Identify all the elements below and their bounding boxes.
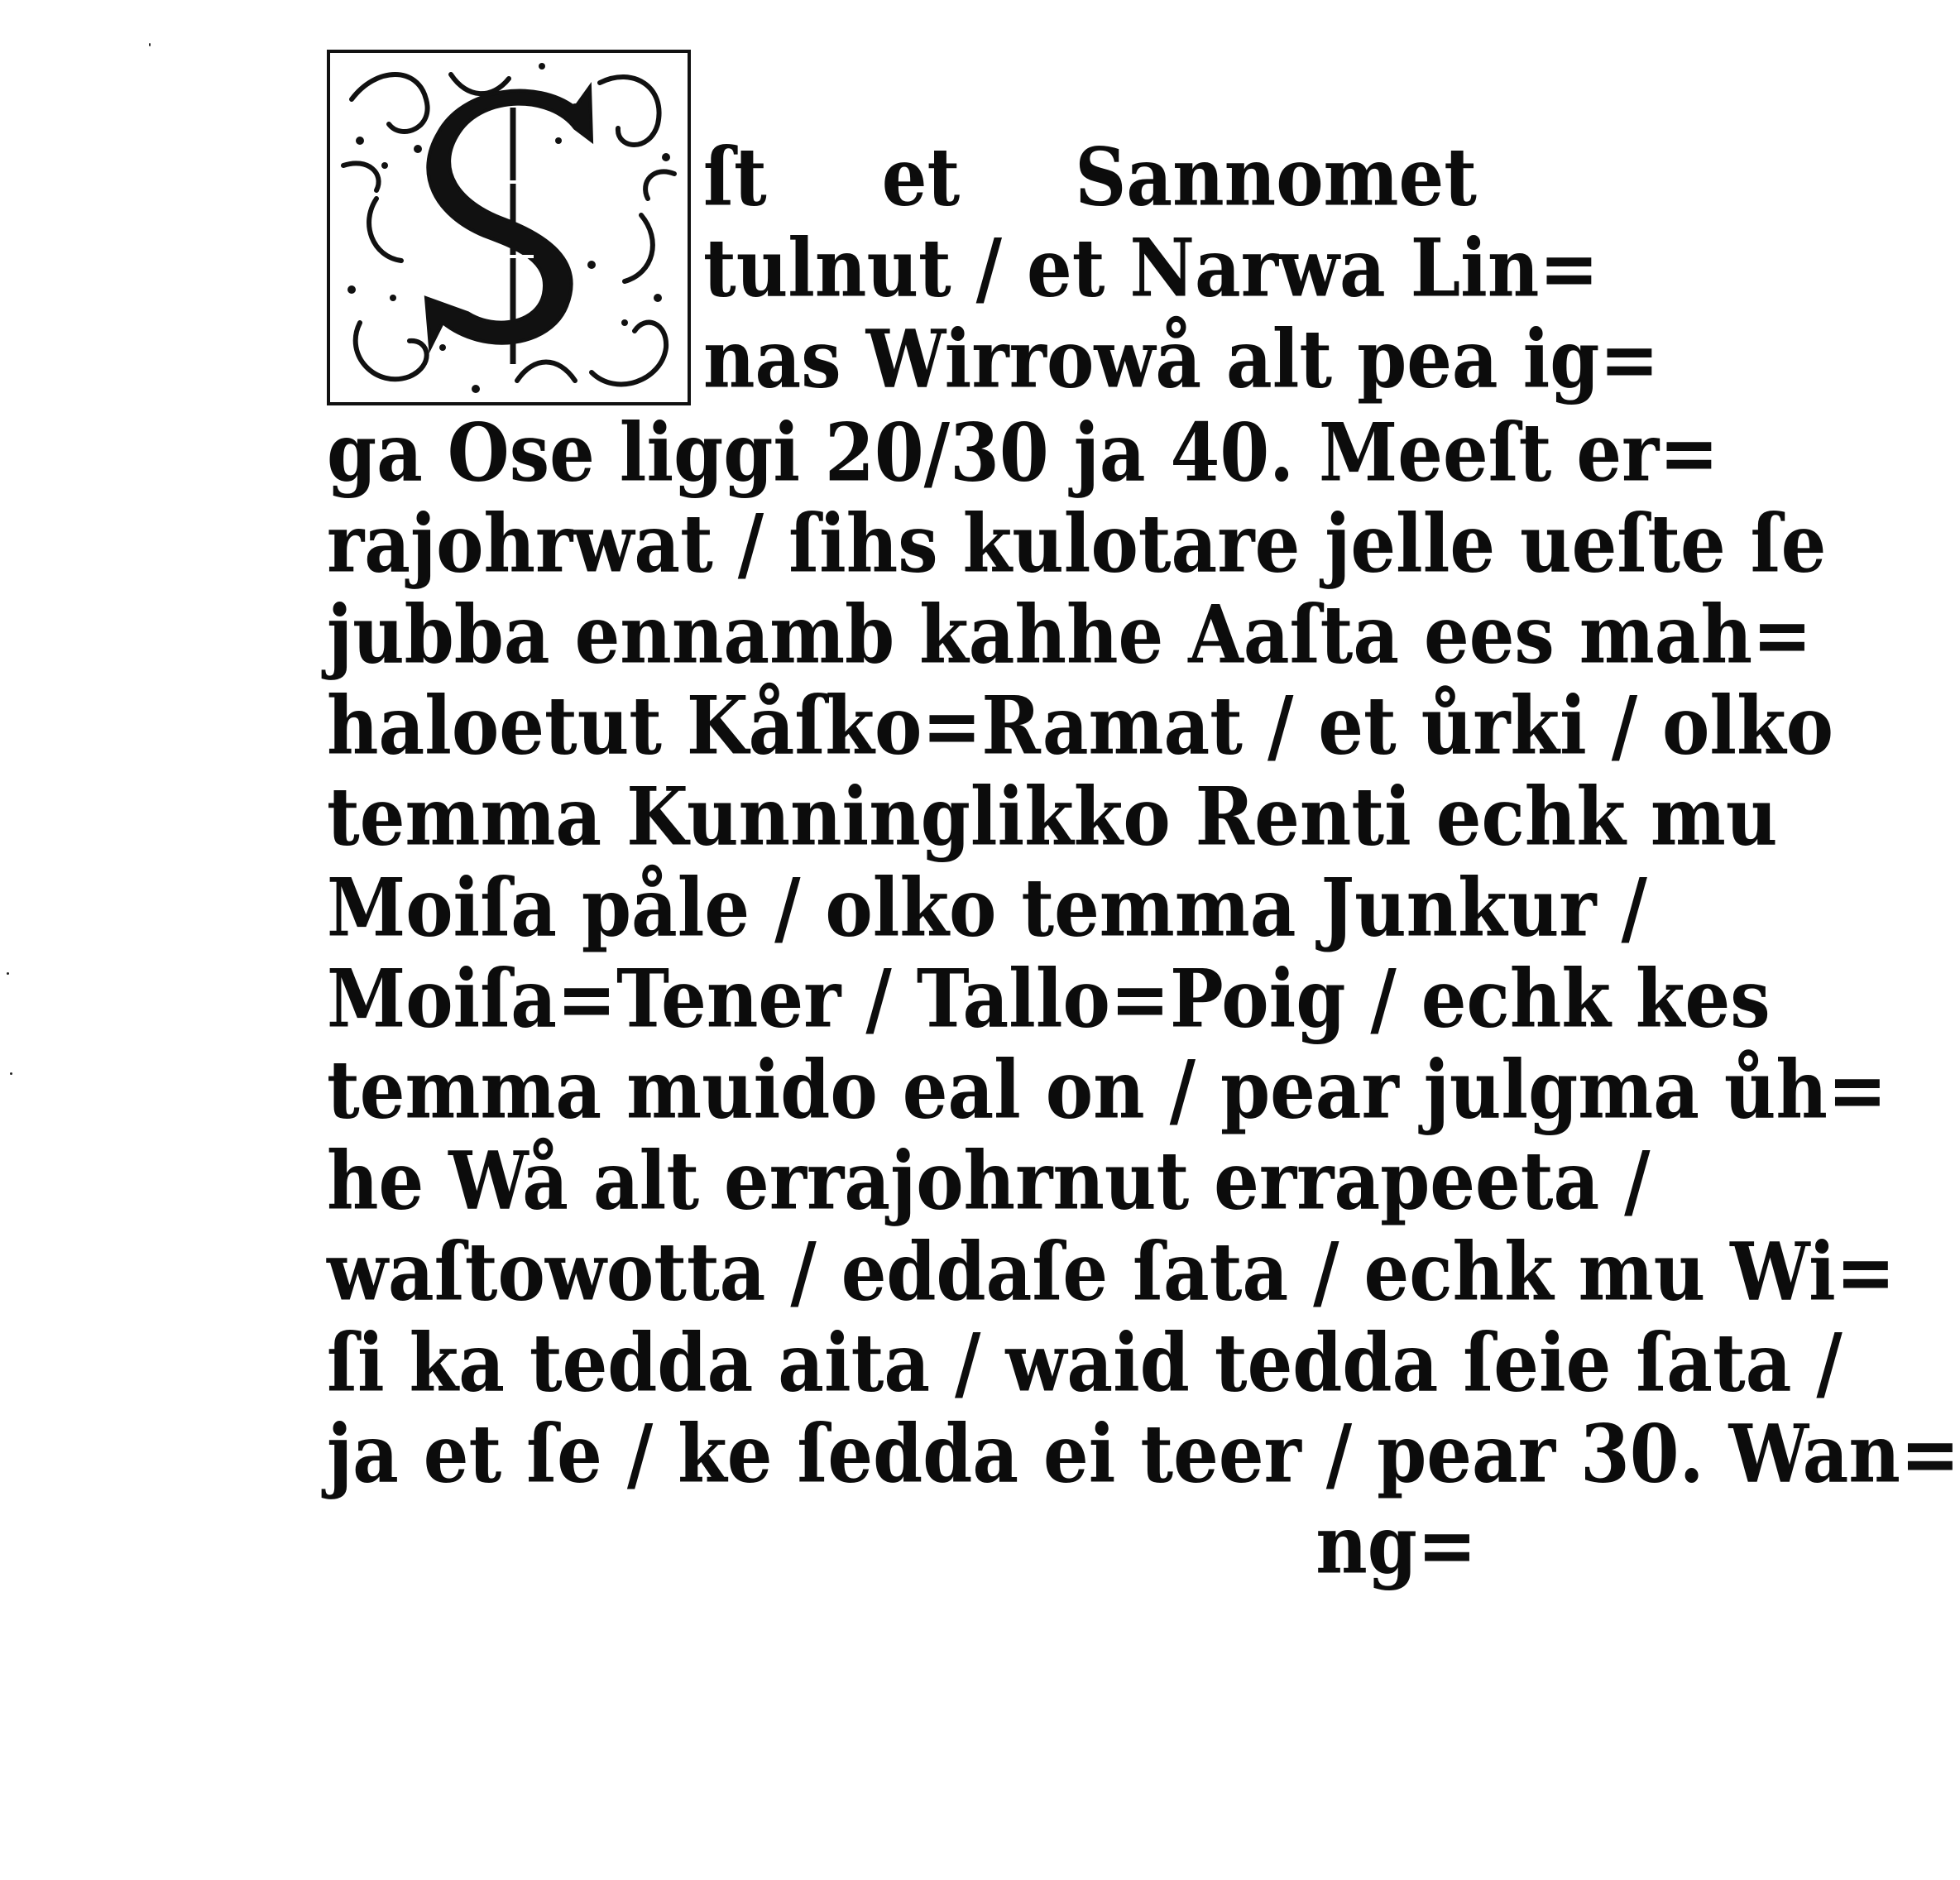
text-line: nas Wirrowå alt pea ig= xyxy=(703,312,1660,406)
text-line: haloetut Kåſko=Ramat / et ůrki / olko xyxy=(327,679,1834,773)
text-line: ſt et Sannomet xyxy=(703,130,1477,224)
text-line: Moiſa=Tener / Tallo=Poig / echk kes xyxy=(327,952,1771,1046)
body-text xyxy=(327,50,1960,1705)
margin-speck xyxy=(7,972,9,975)
text-line: tulnut / et Narwa Lin= xyxy=(703,221,1599,315)
catchword: ng= xyxy=(1315,1498,1477,1592)
text-line: rajohrwat / ſihs kulotare jelle ueſte ſe xyxy=(327,496,1827,591)
text-line: ja et ſe / ke ſedda ei teer / pear 30. Wan= xyxy=(327,1407,1960,1501)
text-line: temma muido eal on / pear julgma ůh= xyxy=(327,1043,1887,1137)
text-line: Moiſa påle / olko temma Junkur / xyxy=(327,861,1647,955)
margin-speck xyxy=(10,1072,12,1075)
text-line: he Wå alt errajohrnut errapeeta / xyxy=(327,1134,1651,1228)
text-line: waſtowotta / eddaſe ſata / echk mu Wi= xyxy=(327,1225,1895,1319)
margin-speck xyxy=(149,43,151,46)
ornament-icon xyxy=(327,50,691,405)
text-line: temma Kunninglikko Renti echk mu xyxy=(327,770,1778,864)
decorated-initial xyxy=(327,50,691,405)
text-line: ga Ose liggi 20/30 ja 40. Meeſt er= xyxy=(327,405,1719,500)
text-line: ſi ka tedda aita / waid tedda ſeie ſata / xyxy=(327,1316,1843,1410)
text-line: jubba ennamb kahhe Aaſta ees mah= xyxy=(327,588,1813,682)
